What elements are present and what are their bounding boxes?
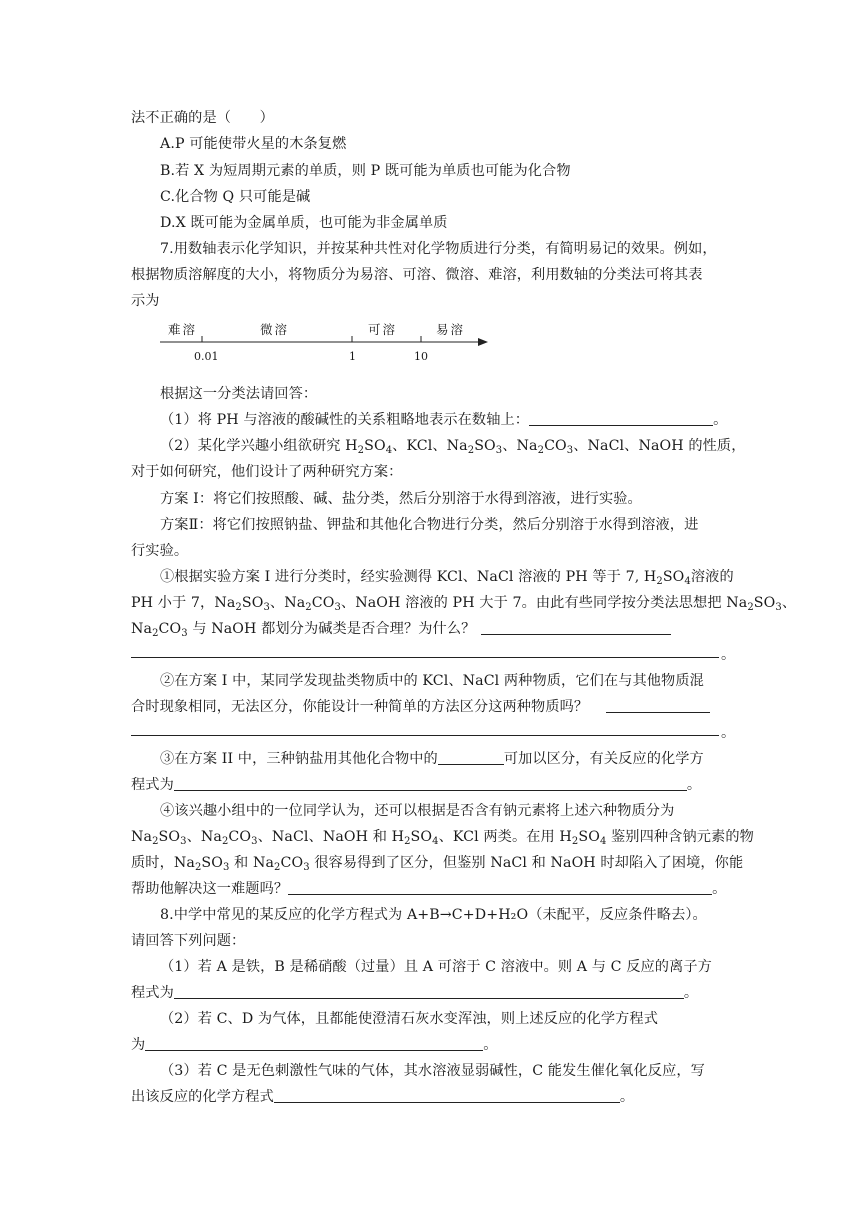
text-line: $Na_2SO_3$、$Na_2CO_3$、NaCl、NaOH 和 $H_2SO_4$、KCl 两类。在用 $H_2SO_4$ 鉴别四种含钠元素的物	[131, 829, 754, 847]
option-b: B.若 X 为短周期元素的单质，则 P 既可能为单质也可能为化合物	[160, 163, 571, 179]
axis-region-label: 易溶	[436, 322, 466, 337]
question-7-text: 7.用数轴表示化学知识，并按某种共性对化学物质进行分类，有简明易记的效果。例如，	[160, 241, 717, 257]
answer-blank-line[interactable]	[131, 735, 719, 736]
answer-blank[interactable]	[174, 984, 684, 999]
question-7-part-1: （1）将 PH 与溶液的酸碱性的关系粗略地表示在数轴上： 。	[160, 412, 728, 428]
answer-blank[interactable]	[174, 776, 687, 791]
option-d: D.X 既可能为金属单质，也可能为非金属单质	[160, 215, 448, 231]
answer-blank[interactable]	[438, 750, 504, 765]
text-period: 。	[721, 647, 736, 663]
question-8-text: 8.中学中常见的某反应的化学方程式为 A+B→C+D+H₂O（未配平，反应条件略去）。	[160, 907, 707, 923]
axis-tick-label: 10	[414, 350, 428, 363]
answer-blank[interactable]	[481, 620, 671, 635]
answer-blank[interactable]	[606, 698, 710, 713]
question-8-part-3: （3）若 C 是无色刺激性气味的气体，其水溶液显弱碱性，C 能发生催化氧化反应，写	[160, 1063, 705, 1079]
sub-question-1: ①根据实验方案 I 进行分类时，经实验测得 KCl、NaCl 溶液的 PH 等于 7, $H_2SO_4$溶液的	[160, 569, 734, 587]
scheme-2: 方案Ⅱ：将它们按照钠盐、钾盐和其他化合物进行分类，然后分别溶于水得到溶液，进	[160, 517, 699, 533]
text-line: 法不正确的是（ ）	[131, 110, 274, 126]
axis-region-label: 可溶	[368, 322, 398, 337]
answer-blank[interactable]	[145, 1036, 483, 1051]
text-line: 质时，$Na_2SO_3$ 和 $Na_2CO_3$ 很容易得到了区分，但鉴别 NaCl 和 NaOH 时却陷入了困境，你能	[131, 855, 744, 873]
option-a: A.P 可能使带火星的木条复燃	[160, 136, 347, 152]
text-line: 出该反应的化学方程式 。	[131, 1089, 635, 1105]
text-line: 程式为 。	[131, 777, 702, 793]
axis-region-label: 难溶	[168, 322, 198, 337]
axis-tick-label: 1	[349, 350, 356, 363]
axis-tick-label: 0.01	[194, 350, 219, 363]
sub-question-2: ②在方案 I 中，某同学发现盐类物质中的 KCl、NaCl 两种物质，它们在与其他物质混	[160, 673, 704, 689]
text-line: 行实验。	[131, 543, 189, 559]
sub-question-4: ④该兴趣小组中的一位同学认为，还可以根据是否含有钠元素将上述六种物质分为	[160, 803, 675, 819]
question-7-text: 示为	[131, 293, 160, 309]
solubility-number-axis	[160, 320, 500, 370]
text-line: 为 。	[131, 1037, 498, 1053]
text-line: 帮助他解决这一难题吗？ 。	[131, 881, 727, 897]
sub-question-3: ③在方案 II 中，三种钠盐用其他化合物中的 可加以区分，有关反应的化学方	[160, 751, 704, 767]
text-line: 合时现象相同，无法区分，你能设计一种简单的方法区分这两种物质吗？	[131, 697, 710, 717]
answer-blank[interactable]	[288, 880, 712, 895]
text-line: 根据这一分类法请回答：	[160, 386, 318, 402]
answer-blank[interactable]	[274, 1088, 620, 1103]
option-c: C.化合物 Q 只可能是碱	[160, 189, 311, 205]
question-8-part-2: （2）若 C、D 为气体，且都能使澄清石灰水变浑浊，则上述反应的化学方程式	[160, 1011, 658, 1027]
answer-blank[interactable]	[529, 411, 713, 426]
text-line: $Na_2CO_3$ 与 NaOH 都划分为碱类是否合理？为什么？	[131, 619, 671, 639]
question-8-part-1: （1）若 A 是铁，B 是稀硝酸（过量）且 A 可溶于 C 溶液中。则 A 与 C 反应的离子方	[160, 959, 712, 975]
question-7-part-2: （2）某化学兴趣小组欲研究 $H_2SO_4$、KCl、$Na_2SO_3$、$Na_2CO_3$、NaCl、NaOH 的性质，	[160, 438, 746, 456]
axis-region-label: 微溶	[260, 322, 290, 337]
text-line: PH 小于 7，$Na_2SO_3$、$Na_2CO_3$、NaOH 溶液的 PH 大于 7。由此有些同学按分类法思想把 $Na_2SO_3$、	[131, 595, 797, 613]
scheme-1: 方案 I：将它们按照酸、碱、盐分类，然后分别溶于水得到溶液，进行实验。	[160, 491, 642, 507]
text-line: 程式为 。	[131, 985, 699, 1001]
text-line: 请回答下列问题：	[131, 933, 246, 949]
text-period: 。	[721, 725, 736, 741]
answer-blank-line[interactable]	[131, 657, 719, 658]
text-line: 对于如何研究，他们设计了两种研究方案：	[131, 464, 403, 480]
question-7-text: 根据物质溶解度的大小，将物质分为易溶、可溶、微溶、难溶，利用数轴的分类法可将其表	[131, 267, 703, 283]
